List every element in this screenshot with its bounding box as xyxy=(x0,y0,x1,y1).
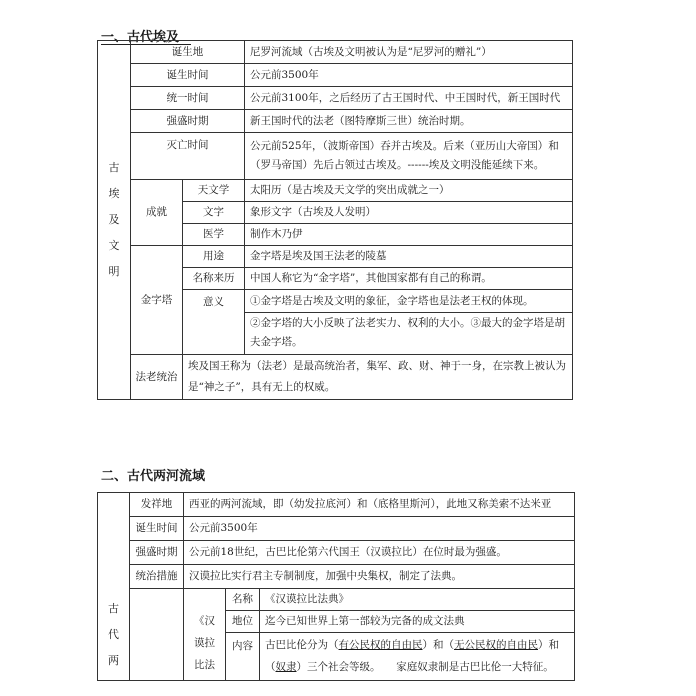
meaning-label: 意义 xyxy=(183,290,245,355)
code-label xyxy=(184,589,226,681)
row-label: 诞生时间 xyxy=(131,64,245,87)
row-value: 公元前525年，（波斯帝国）吞并古埃及。后来（亚历山大帝国）和（罗马帝国）先后占领过古埃及。------埃及文明没能延续下来。 xyxy=(245,133,573,180)
sub-label: 名称来历 xyxy=(183,268,245,290)
empty-cell xyxy=(130,589,184,681)
row-value: 新王国时代的法老（图特摩斯三世）统治时期。 xyxy=(245,110,573,133)
content-label: 内容 xyxy=(226,633,260,681)
section-label-text: 古代两 xyxy=(108,602,119,667)
row-value: 尼罗河流域（古埃及文明被认为是“尼罗河的赠礼”） xyxy=(245,41,573,64)
sub-label: 文字 xyxy=(183,202,245,224)
row-label: 强盛时期 xyxy=(130,541,184,565)
pyramid-label: 金字塔 xyxy=(131,246,183,355)
row-value: 西亚的两河流域，即（幼发拉底河）和（底格里斯河），此地又称美索不达米亚 xyxy=(184,493,575,517)
section-label-text: 古埃及文明 xyxy=(108,161,120,278)
row-label: 灭亡时间 xyxy=(131,133,245,180)
row-label: 发祥地 xyxy=(130,493,184,517)
row-value: 公元前3100年，之后经历了古王国时代、中王国时代，新王国时代 xyxy=(245,87,573,110)
sub-label: 名称 xyxy=(226,589,260,611)
sub-value: 制作木乃伊 xyxy=(245,224,573,246)
row-value: 汉谟拉比实行君主专制制度，加强中央集权，制定了法典。 xyxy=(184,565,575,589)
sub-value: 中国人称它为“金字塔”，其他国家都有自己的称谓。 xyxy=(245,268,573,290)
underlined-term: 有公民权的自由民 xyxy=(338,639,423,651)
content-text: ）和（ xyxy=(265,639,559,673)
egypt-section-label xyxy=(98,41,131,400)
row-label: 诞生地 xyxy=(131,41,245,64)
section-heading-mesopotamia: 二、古代两河流域 xyxy=(101,469,206,484)
sub-label: 天文学 xyxy=(183,180,245,202)
section-heading-egypt: 一、古代埃及 xyxy=(101,30,180,45)
sub-value: 金字塔是埃及国王法老的陵墓 xyxy=(245,246,573,268)
pharaoh-value: 埃及国王称为（法老）是最高统治者，集军、政、财、神于一身，在宗教上被认为是“神之子”，具有无上的权威。 xyxy=(183,355,573,400)
sub-value: 象形文字（古埃及人发明） xyxy=(245,202,573,224)
mesopotamia-section-label xyxy=(98,493,130,681)
row-value: 公元前18世纪，古巴比伦第六代国王（汉谟拉比）在位时最为强盛。 xyxy=(184,541,575,565)
sub-label: 用途 xyxy=(183,246,245,268)
underlined-term: 奴隶 xyxy=(275,661,297,673)
content-text: 古巴比伦分为（ xyxy=(265,639,339,651)
row-label: 诞生时间 xyxy=(130,517,184,541)
pharaoh-label: 法老统治 xyxy=(131,355,183,400)
row-value: 公元前3500年 xyxy=(184,517,575,541)
sub-label: 医学 xyxy=(183,224,245,246)
row-label: 统一时间 xyxy=(131,87,245,110)
sub-label: 地位 xyxy=(226,611,260,633)
content-value xyxy=(260,633,575,681)
achievements-label: 成就 xyxy=(131,180,183,246)
sub-value: 《汉谟拉比法典》 xyxy=(260,589,575,611)
mesopotamia-table xyxy=(97,492,575,681)
code-label-text: 《汉谟拉比法 xyxy=(194,615,215,671)
meaning-point-1: ①金字塔是古埃及文明的象征，金字塔也是法老王权的体现。 xyxy=(245,290,573,313)
row-label: 强盛时期 xyxy=(131,110,245,133)
content-text: ）三个社会等级。 家庭奴隶制是古巴比伦一大特征。 xyxy=(296,661,554,673)
sub-value: 迄今已知世界上第一部较为完备的成文法典 xyxy=(260,611,575,633)
egypt-table xyxy=(97,40,573,400)
meaning-point-2: ②金字塔的大小反映了法老实力、权利的大小。③最大的金字塔是胡夫金字塔。 xyxy=(245,313,573,355)
row-label: 统治措施 xyxy=(130,565,184,589)
row-value: 公元前3500年 xyxy=(245,64,573,87)
sub-value: 太阳历（是古埃及天文学的突出成就之一） xyxy=(245,180,573,202)
content-text: ）和（ xyxy=(422,639,454,651)
underlined-term: 无公民权的自由民 xyxy=(454,639,538,651)
